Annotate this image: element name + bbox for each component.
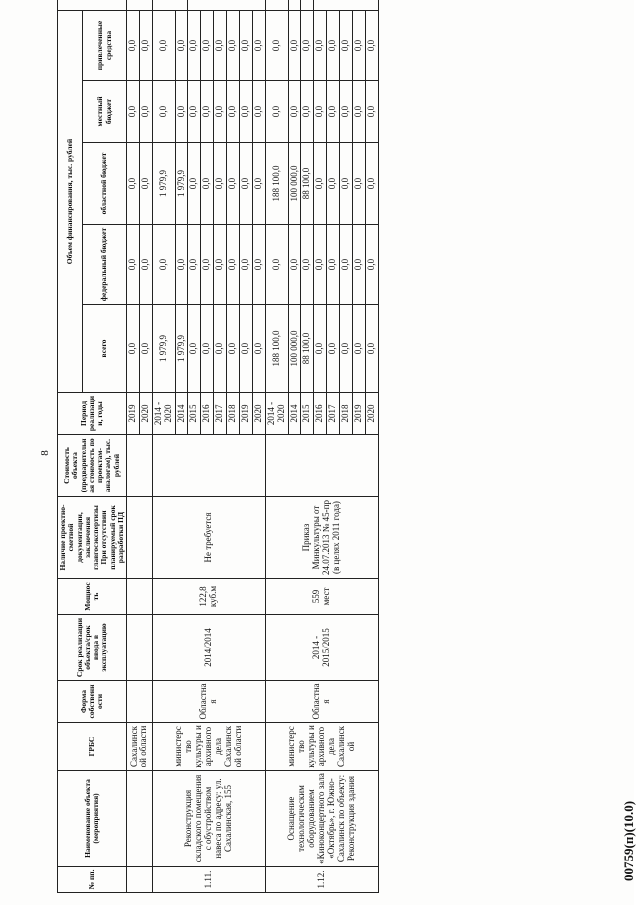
- local-cell: 0,0: [301, 80, 314, 142]
- attracted-cell: 0,0: [265, 10, 288, 80]
- total-cell: 1 979,9: [152, 304, 175, 392]
- total-cell: 100 000,0: [288, 304, 301, 392]
- header-total: всего: [83, 304, 127, 392]
- local-cell: 0,0: [252, 80, 265, 142]
- regional-cell: 88 100,0: [301, 142, 314, 224]
- result-cell: [301, 0, 314, 10]
- federal-cell: 0,0: [314, 224, 327, 304]
- attracted-cell: 0,0: [227, 10, 240, 80]
- local-cell: 0,0: [188, 80, 201, 142]
- total-cell: 1 979,9: [175, 304, 188, 392]
- header-form: Форма собственности: [58, 680, 127, 722]
- total-cell: 0,0: [214, 304, 227, 392]
- attracted-cell: 0,0: [139, 10, 152, 80]
- cost-cell: [265, 434, 378, 496]
- header-period: Период реализации, годы: [58, 392, 127, 434]
- local-cell: 0,0: [139, 80, 152, 142]
- total-cell: 0,0: [365, 304, 378, 392]
- regional-cell: 1 979,9: [175, 142, 188, 224]
- local-cell: 0,0: [288, 80, 301, 142]
- header-local: местный бюджет: [83, 80, 127, 142]
- federal-cell: 0,0: [201, 224, 214, 304]
- period-cell: 2018: [340, 392, 353, 434]
- local-cell: 0,0: [340, 80, 353, 142]
- table-row: [152, 0, 175, 892]
- federal-cell: 0,0: [139, 224, 152, 304]
- period-cell: 2020: [139, 392, 152, 434]
- regional-cell: 0,0: [365, 142, 378, 224]
- header-finance-group: Объем финансирования, тыс. рублей: [58, 10, 83, 392]
- header-federal: федеральный бюджет: [83, 224, 127, 304]
- attracted-cell: 0,0: [288, 10, 301, 80]
- attracted-cell: 0,0: [327, 10, 340, 80]
- total-cell: 0,0: [201, 304, 214, 392]
- period-cell: 2016: [314, 392, 327, 434]
- financing-table: [57, 0, 379, 893]
- regional-cell: 0,0: [252, 142, 265, 224]
- federal-cell: 0,0: [252, 224, 265, 304]
- local-cell: 0,0: [127, 80, 140, 142]
- header-docs: Наличие проектно-сметной документации, заключения главгосэкспертизы При отсутствии планируемый срок разработки ПД: [58, 496, 127, 578]
- federal-cell: 0,0: [340, 224, 353, 304]
- grbs-cell: Сахалинской области: [127, 722, 153, 770]
- attracted-cell: 0,0: [301, 10, 314, 80]
- total-cell: 0,0: [314, 304, 327, 392]
- period-cell: 2019: [127, 392, 140, 434]
- total-cell: 0,0: [252, 304, 265, 392]
- total-cell: 0,0: [353, 304, 366, 392]
- total-cell: 0,0: [139, 304, 152, 392]
- attracted-cell: 0,0: [252, 10, 265, 80]
- local-cell: 0,0: [214, 80, 227, 142]
- footer-code: 00759(п)(10.0): [621, 800, 636, 881]
- local-cell: 0,0: [365, 80, 378, 142]
- local-cell: 0,0: [265, 80, 288, 142]
- period-cell: 2014 - 2020: [265, 392, 288, 434]
- regional-cell: 0,0: [353, 142, 366, 224]
- grbs-cell: министерство культуры и архивного дела Сахалинской области: [152, 722, 265, 770]
- regional-cell: 188 100,0: [265, 142, 288, 224]
- attracted-cell: 0,0: [314, 10, 327, 80]
- federal-cell: 0,0: [240, 224, 253, 304]
- regional-cell: 0,0: [139, 142, 152, 224]
- period-cell: 2017: [327, 392, 340, 434]
- attracted-cell: 0,0: [152, 10, 175, 80]
- result-cell: [152, 0, 188, 10]
- docs-cell: Не требуется: [152, 496, 265, 578]
- docs-cell: Приказ Минкультуры от 24.07.2013 № 45-пр (в целях 2011 года): [265, 496, 378, 578]
- local-cell: 0,0: [175, 80, 188, 142]
- object-name: Реконструкция складского помещения с обустройством навеса по адресу: ул. Сахалинская, 155: [152, 770, 265, 866]
- period-cell: 2014 - 2020: [152, 392, 175, 434]
- period-cell: 2018: [227, 392, 240, 434]
- local-cell: 0,0: [201, 80, 214, 142]
- term-cell: 2014/2014: [152, 614, 265, 680]
- period-cell: 2015: [301, 392, 314, 434]
- regional-cell: 0,0: [201, 142, 214, 224]
- regional-cell: 0,0: [214, 142, 227, 224]
- page-number: 8: [39, 449, 51, 456]
- regional-cell: 0,0: [227, 142, 240, 224]
- total-cell: 0,0: [188, 304, 201, 392]
- table-row: [265, 0, 288, 892]
- local-cell: 0,0: [314, 80, 327, 142]
- attracted-cell: 0,0: [175, 10, 188, 80]
- federal-cell: 0,0: [327, 224, 340, 304]
- term-cell: 2014 - 2015/2015: [265, 614, 378, 680]
- header-regional: областной бюджет: [83, 142, 127, 224]
- ownership-form: Областная: [265, 680, 378, 722]
- federal-cell: 0,0: [227, 224, 240, 304]
- rotated-sheet: [37, 13, 636, 893]
- header-result: [58, 0, 127, 10]
- federal-cell: 0,0: [301, 224, 314, 304]
- federal-cell: 0,0: [214, 224, 227, 304]
- grbs-cell: министерство культуры и архивного дела Сахалинской: [265, 722, 378, 770]
- object-num: 1.11.: [152, 866, 265, 892]
- period-cell: 2020: [365, 392, 378, 434]
- object-name: Оснащение технологическим оборудованием «Киноконцертного зала «Октябрь», г. Южно-Сахалинск по объекту: Реконструкция здания: [265, 770, 378, 866]
- header-name: Наименование объекта (мероприятия): [58, 770, 127, 866]
- regional-cell: 0,0: [340, 142, 353, 224]
- table-body: [127, 0, 379, 892]
- federal-cell: 0,0: [127, 224, 140, 304]
- local-cell: 0,0: [327, 80, 340, 142]
- period-cell: 2014: [175, 392, 188, 434]
- regional-cell: 0,0: [240, 142, 253, 224]
- attracted-cell: 0,0: [127, 10, 140, 80]
- ownership-form: Областная: [152, 680, 265, 722]
- regional-cell: 0,0: [327, 142, 340, 224]
- federal-cell: 0,0: [188, 224, 201, 304]
- cost-cell: [152, 434, 265, 496]
- attracted-cell: 0,0: [188, 10, 201, 80]
- attracted-cell: 0,0: [353, 10, 366, 80]
- header-term: Срок реализации объекта/срок ввода в эксплуатацию: [58, 614, 127, 680]
- local-cell: 0,0: [240, 80, 253, 142]
- federal-cell: 0,0: [175, 224, 188, 304]
- attracted-cell: 0,0: [340, 10, 353, 80]
- table-row: [127, 0, 140, 892]
- period-cell: 2017: [214, 392, 227, 434]
- total-cell: 188 100,0: [265, 304, 288, 392]
- object-num: 1.12.: [265, 866, 378, 892]
- attracted-cell: 0,0: [365, 10, 378, 80]
- federal-cell: 0,0: [152, 224, 175, 304]
- result-cell: [288, 0, 301, 10]
- period-cell: 2019: [240, 392, 253, 434]
- period-cell: 2019: [353, 392, 366, 434]
- federal-cell: 0,0: [353, 224, 366, 304]
- local-cell: 0,0: [227, 80, 240, 142]
- header-num: № пп.: [58, 866, 127, 892]
- capacity-cell: 122,8 куб.м: [152, 578, 265, 614]
- total-cell: 88 100,0: [301, 304, 314, 392]
- regional-cell: 1 979,9: [152, 142, 175, 224]
- period-cell: 2016: [201, 392, 214, 434]
- total-cell: 0,0: [227, 304, 240, 392]
- total-cell: 0,0: [240, 304, 253, 392]
- capacity-cell: 559 мест: [265, 578, 378, 614]
- period-cell: 2015: [188, 392, 201, 434]
- period-cell: 2014: [288, 392, 301, 434]
- header-cost: Стоимость объекта (предварительная стоимость по проектам-аналогам), тыс. рублей: [58, 434, 127, 496]
- attracted-cell: 0,0: [240, 10, 253, 80]
- header-capacity: Мощность: [58, 578, 127, 614]
- local-cell: 0,0: [353, 80, 366, 142]
- table-header: [58, 0, 127, 892]
- total-cell: 0,0: [127, 304, 140, 392]
- regional-cell: 0,0: [188, 142, 201, 224]
- header-attracted: привлеченные средства: [83, 10, 127, 80]
- header-grbs: ГРБС: [58, 722, 127, 770]
- total-cell: 0,0: [340, 304, 353, 392]
- federal-cell: 0,0: [288, 224, 301, 304]
- period-cell: 2020: [252, 392, 265, 434]
- attracted-cell: 0,0: [214, 10, 227, 80]
- attracted-cell: 0,0: [201, 10, 214, 80]
- total-cell: 0,0: [327, 304, 340, 392]
- regional-cell: 100 000,0: [288, 142, 301, 224]
- local-cell: 0,0: [152, 80, 175, 142]
- regional-cell: 0,0: [127, 142, 140, 224]
- regional-cell: 0,0: [314, 142, 327, 224]
- federal-cell: 0,0: [365, 224, 378, 304]
- federal-cell: 0,0: [265, 224, 288, 304]
